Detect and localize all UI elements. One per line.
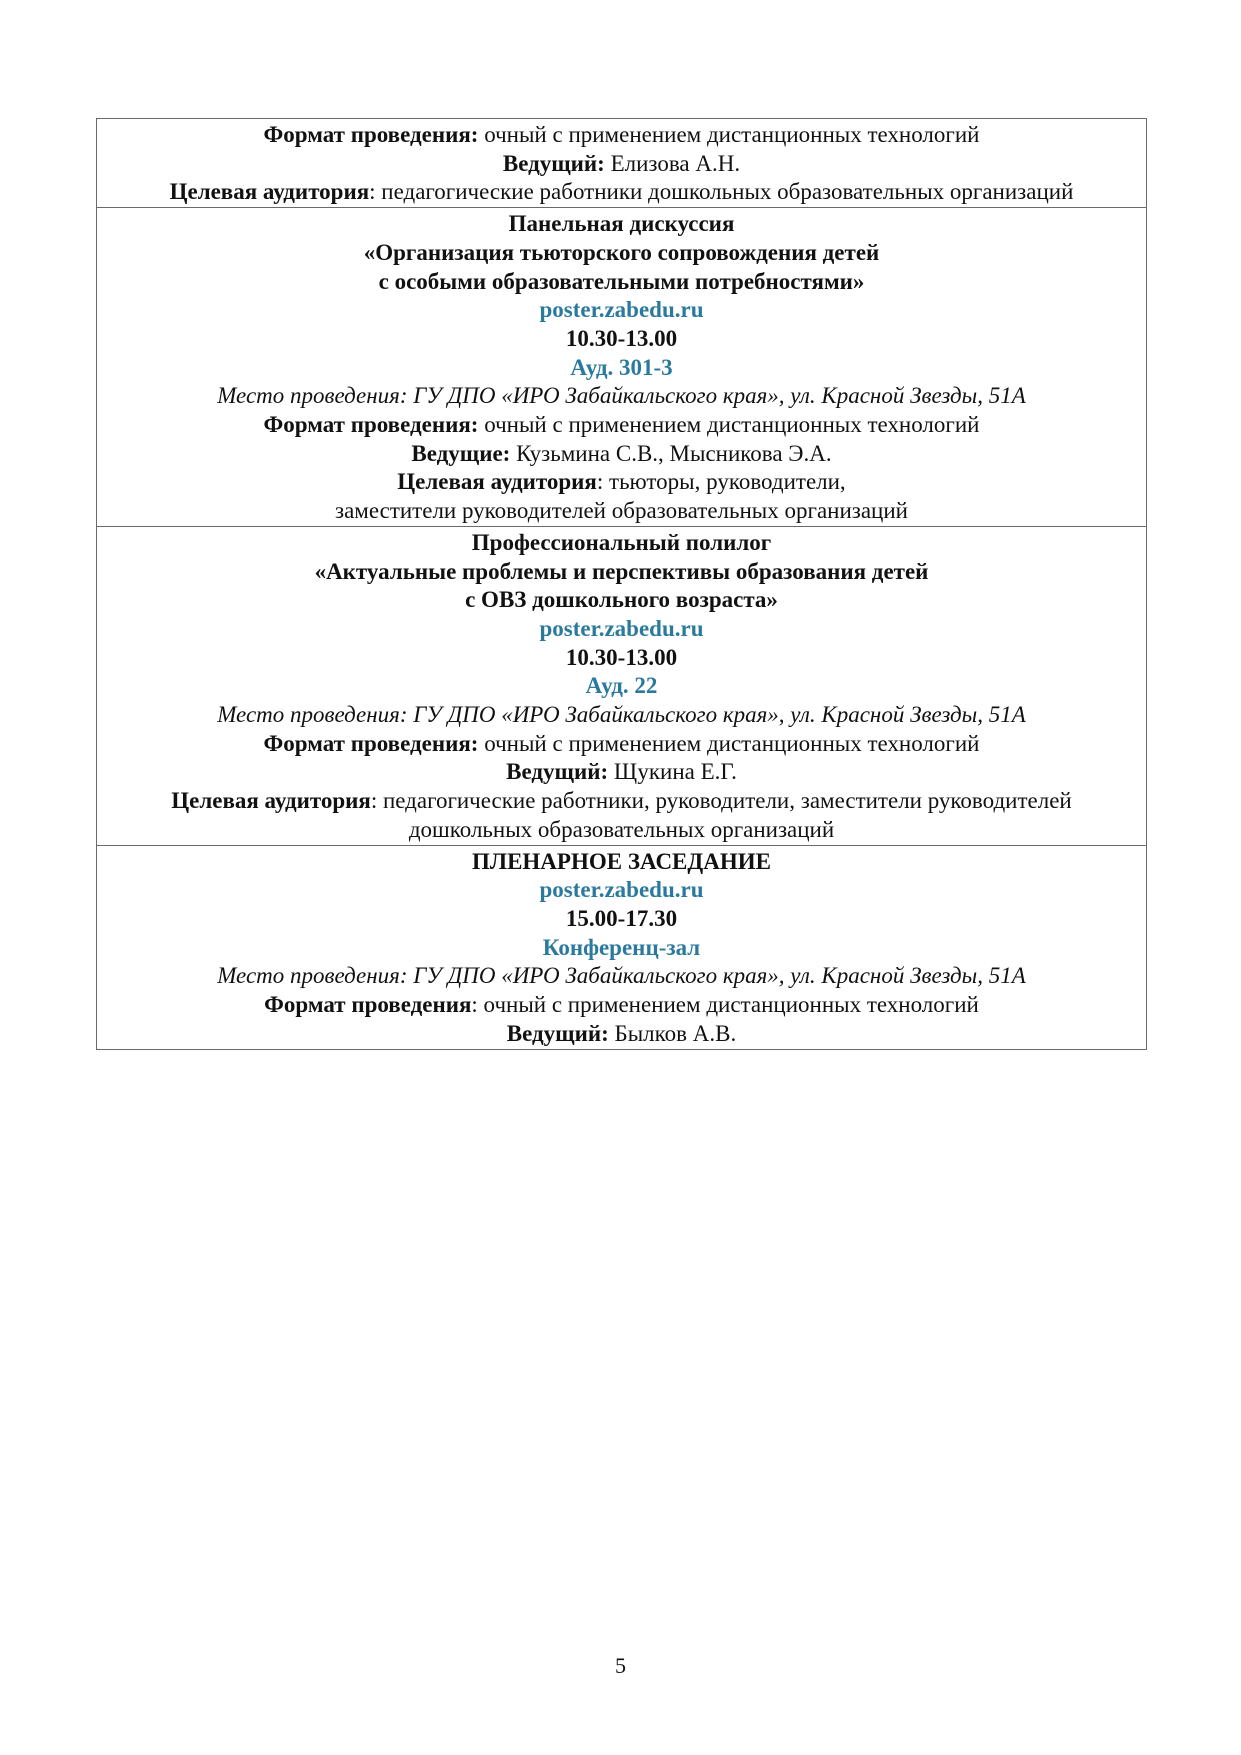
poster-link[interactable]: poster.zabedu.ru [539, 297, 704, 323]
session-time: 10.30-13.00 [565, 644, 678, 670]
session-type: Профессиональный полилог [471, 529, 772, 555]
format-value: : очный с применением дистанционных технологий [471, 992, 979, 1018]
session-place: Место проведения: ГУ ДПО «ИРО Забайкальского края», ул. Красной Звезды, 51А [217, 702, 1026, 728]
audience-label: Целевая аудитория [397, 469, 597, 495]
audience-value: : педагогические работники, руководители, заместители руководителей [370, 788, 1072, 814]
host-value: Былков А.В. [608, 1020, 737, 1046]
format-line [105, 991, 1138, 1020]
audience-value: : педагогические работники дошкольных образовательных организаций [369, 179, 1074, 205]
format-label: Формат проведения [264, 992, 472, 1018]
audience-line-2: дошкольных образовательных организаций [408, 816, 835, 842]
format-label: Формат проведения: [263, 122, 479, 147]
session-title-line-2: с ОВЗ дошкольного возраста» [465, 587, 778, 613]
session-time: 15.00-17.30 [565, 905, 678, 931]
poster-link[interactable]: poster.zabedu.ru [539, 615, 704, 641]
page-number: 5 [615, 1653, 626, 1678]
host-line [105, 440, 1138, 469]
host-line [105, 758, 1138, 787]
session-type: Панельная дискуссия [508, 211, 735, 237]
audience-line [105, 468, 1138, 497]
host-value: Щукина Е.Г. [608, 759, 737, 785]
session-place: Место проведения: ГУ ДПО «ИРО Забайкальского края», ул. Красной Звезды, 51А [217, 963, 1026, 989]
host-label: Ведущие: [411, 440, 511, 466]
session-room: Конференц-зал [542, 934, 701, 960]
program-table [96, 118, 1147, 1050]
session-place: Место проведения: ГУ ДПО «ИРО Забайкальского края», ул. Красной Звезды, 51А [217, 383, 1026, 409]
session-room: Ауд. 301-3 [570, 354, 673, 380]
host-label: Ведущий: [506, 1020, 609, 1046]
session-section-3 [97, 526, 1146, 845]
format-value: очный с применением дистанционных технологий [478, 412, 980, 438]
host-value: Кузьмина С.В., Мысникова Э.А. [510, 440, 832, 466]
format-label: Формат проведения: [263, 730, 479, 756]
host-line [105, 150, 1138, 179]
audience-label: Целевая аудитория [171, 788, 371, 814]
session-section-4 [97, 845, 1146, 1049]
format-label: Формат проведения: [263, 412, 479, 438]
session-title-line-2: с особыми образовательными потребностями» [378, 268, 865, 294]
session-section-1 [97, 119, 1146, 207]
session-room: Ауд. 22 [585, 673, 658, 699]
format-value: очный с применением дистанционных технологий [478, 730, 980, 756]
format-line [105, 411, 1138, 440]
host-value: Елизова А.Н. [604, 150, 741, 176]
session-title-line-1: «Организация тьюторского сопровождения детей [363, 239, 880, 265]
audience-label: Целевая аудитория [169, 179, 370, 205]
audience-line-2: заместители руководителей образовательных организаций [334, 498, 908, 524]
poster-link[interactable]: poster.zabedu.ru [539, 877, 704, 903]
format-value: очный с применением дистанционных технологий [478, 122, 980, 147]
host-line [105, 1020, 1138, 1049]
host-label: Ведущий: [506, 759, 609, 785]
format-line [105, 121, 1138, 150]
format-line [105, 730, 1138, 759]
session-type: ПЛЕНАРНОЕ ЗАСЕДАНИЕ [472, 848, 771, 874]
session-section-2 [97, 207, 1146, 526]
session-time: 10.30-13.00 [565, 325, 678, 351]
audience-value: : тьюторы, руководители, [596, 469, 846, 495]
audience-line [105, 787, 1138, 816]
audience-line [105, 178, 1138, 207]
host-label: Ведущий: [502, 150, 605, 176]
session-title-line-1: «Актуальные проблемы и перспективы образования детей [314, 558, 929, 584]
